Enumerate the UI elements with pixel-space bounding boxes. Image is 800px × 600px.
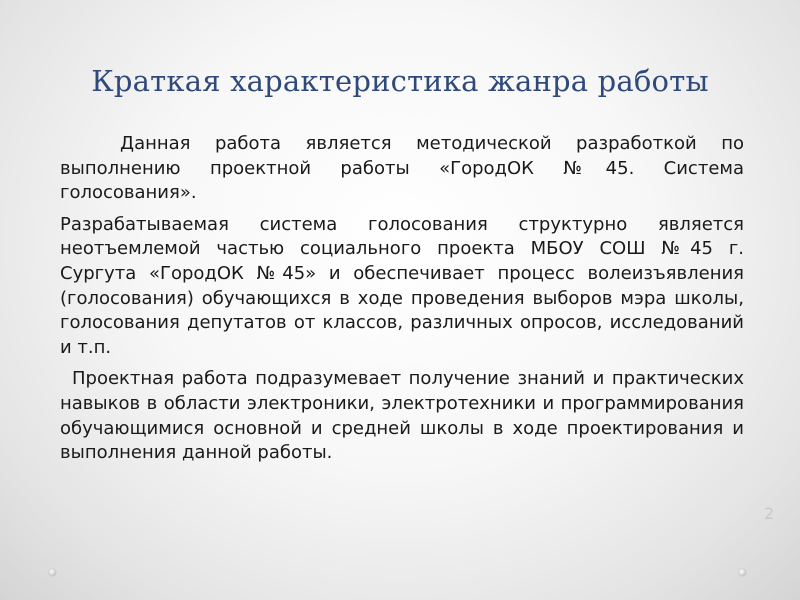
paragraph-3: Проектная работа подразумевает получение знаний и практических навыков в области электроники, электротехники и программирования обучающимися основной и средней школы в ходе проектирования и выполнения данной работы. [60, 368, 744, 464]
decorative-dot-left-icon [49, 569, 56, 576]
decorative-dot-right-icon [739, 569, 746, 576]
paragraph-1: Данная работа является методической разработкой по выполнению проектной работы «ГородОК №45. Система голосования». [60, 133, 744, 204]
slide-body [60, 132, 744, 473]
page-number: 2 [764, 504, 775, 523]
slide-title: Краткая характеристика жанра работы [91, 64, 709, 98]
paragraph-2: Разрабатываемая система голосования структурно является неотъемлемой частью социального проекта МБОУ СОШ №45 г. Сургута «ГородОК №45» и обеспечивает процесс волеизъявления (голосования) обучающихся в ходе проведения выборов мэра школы, голосования депутатов от классов, различных опросов, исследований и т.п. [60, 213, 744, 358]
